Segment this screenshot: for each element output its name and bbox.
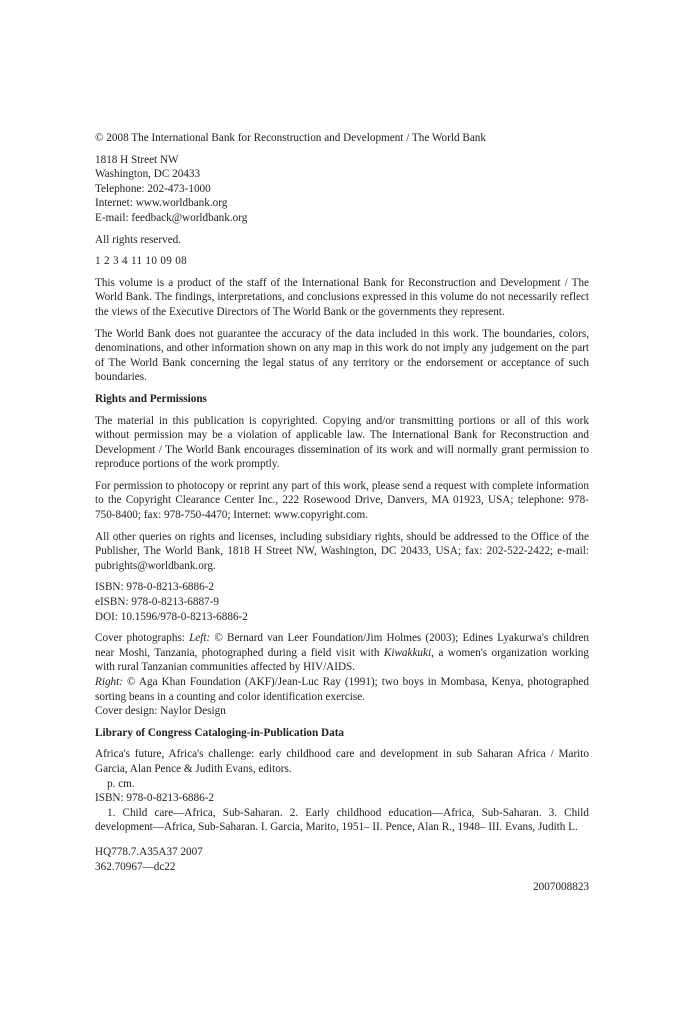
- doi: DOI: 10.1596/978-0-8213-6886-2: [95, 610, 248, 623]
- cover-right-text: © Aga Khan Foundation (AKF)/Jean-Luc Ray (1991); two boys in Mombasa, Kenya, photographed sorting beans in a counting and color identification exercise.: [95, 676, 589, 703]
- rights-heading: Rights and Permissions: [95, 392, 207, 405]
- cover-left-label: Left:: [189, 632, 211, 645]
- address-internet: Internet: www.worldbank.org: [95, 197, 228, 210]
- dewey-number: 362.70967—dc22: [95, 860, 176, 873]
- address-city: Washington, DC 20433: [95, 168, 201, 181]
- classification: [95, 845, 589, 895]
- cip-heading: Library of Congress Cataloging-in-Publication Data: [95, 726, 345, 739]
- print-line: 1 2 3 4 11 10 09 08: [95, 255, 187, 268]
- call-number: HQ778.7.A35A37 2007: [95, 845, 203, 858]
- lccn: 2007008823: [533, 881, 589, 894]
- address-street: 1818 H Street NW: [95, 153, 179, 166]
- address-email: E-mail: feedback@worldbank.org: [95, 211, 248, 224]
- cover-right-label: Right:: [95, 676, 123, 688]
- rights-reserved: All rights reserved.: [95, 233, 182, 246]
- cover-credits: [95, 631, 589, 719]
- cip-subjects: 1. Child care—Africa, Sub-Saharan. 2. Early childhood education—Africa, Sub-Saharan. 3. Child development—Africa, Sub-Saharan. I. Garcia, Marito, 1951– II. Pence, Alan R., 1948– III. Evans, Judith L.: [95, 806, 589, 834]
- guarantee-paragraph: The World Bank does not guarantee the accuracy of the data included in this work. The boundaries, colors, denominations, and other information shown on any map in this work do not imply any judgement on the part of The World Bank concerning the legal status of any territory or the endorsement or acceptance of such boundaries.: [95, 327, 589, 384]
- copyrighted-paragraph: The material in this publication is copyrighted. Copying and/or transmitting portions or all of this work without permission may be a violation of applicable law. The International Bank for Reconstruction and Development / The World Bank encourages dissemination of its work and will normally grant permission to reproduce portions of the work promptly.: [95, 414, 589, 471]
- cip-record: [95, 747, 589, 835]
- photocopy-paragraph: For permission to photocopy or reprint any part of this work, please send a request with complete information to the Copyright Clearance Center Inc., 222 Rosewood Drive, Danvers, MA 01923, USA; telephone: 978-750-8400; fax: 978-750-4470; Internet: www.copyright.com.: [95, 479, 589, 522]
- queries-paragraph: All other queries on rights and licenses, including subsidiary rights, should be addressed to the Office of the Publisher, The World Bank, 1818 H Street NW, Washington, DC 20433, USA; fax: 202-522-2422; e-mail: pubrights@worldbank.org.: [95, 530, 589, 572]
- cover-kiwakkuki: Kiwakkuki: [383, 646, 432, 659]
- cip-isbn: ISBN: 978-0-8213-6886-2: [95, 792, 215, 805]
- cip-title: Africa's future, Africa's challenge: early childhood care and development in sub Saharan Africa / Marito Garcia, Alan Pence & Judith Evans, editors.: [95, 748, 589, 775]
- cover-design: Cover design: Naylor Design: [95, 705, 226, 718]
- cover-left-text-2: , a women's organization working with rural Tanzanian communities affected by HIV/AIDS.: [95, 646, 589, 674]
- cover-left-text-1: © Bernard van Leer Foundation/Jim Holmes (2003); Edines Lyakurwa's children near Moshi, Tanzania, photographed during a field visit with: [95, 632, 590, 659]
- address-telephone: Telephone: 202-473-1000: [95, 182, 211, 195]
- eisbn: eISBN: 978-0-8213-6887-9: [95, 596, 219, 609]
- volume-paragraph: This volume is a product of the staff of the International Bank for Reconstruction and Development / The World Bank. The findings, interpretations, and conclusions expressed in this volume do not necessarily reflect the views of the Executive Directors of The World Bank or the governments they represent.: [95, 276, 589, 318]
- isbn: ISBN: 978-0-8213-6886-2: [95, 581, 215, 594]
- cip-pages: p. cm.: [107, 777, 135, 790]
- publisher-address: [95, 153, 589, 226]
- cover-right-credit: [95, 675, 589, 704]
- copyright-page: [95, 131, 589, 902]
- copyright-notice: © 2008 The International Bank for Reconstruction and Development / The World Bank: [95, 132, 486, 144]
- identifiers: [95, 580, 589, 624]
- cover-prefix: Cover photographs:: [95, 632, 190, 645]
